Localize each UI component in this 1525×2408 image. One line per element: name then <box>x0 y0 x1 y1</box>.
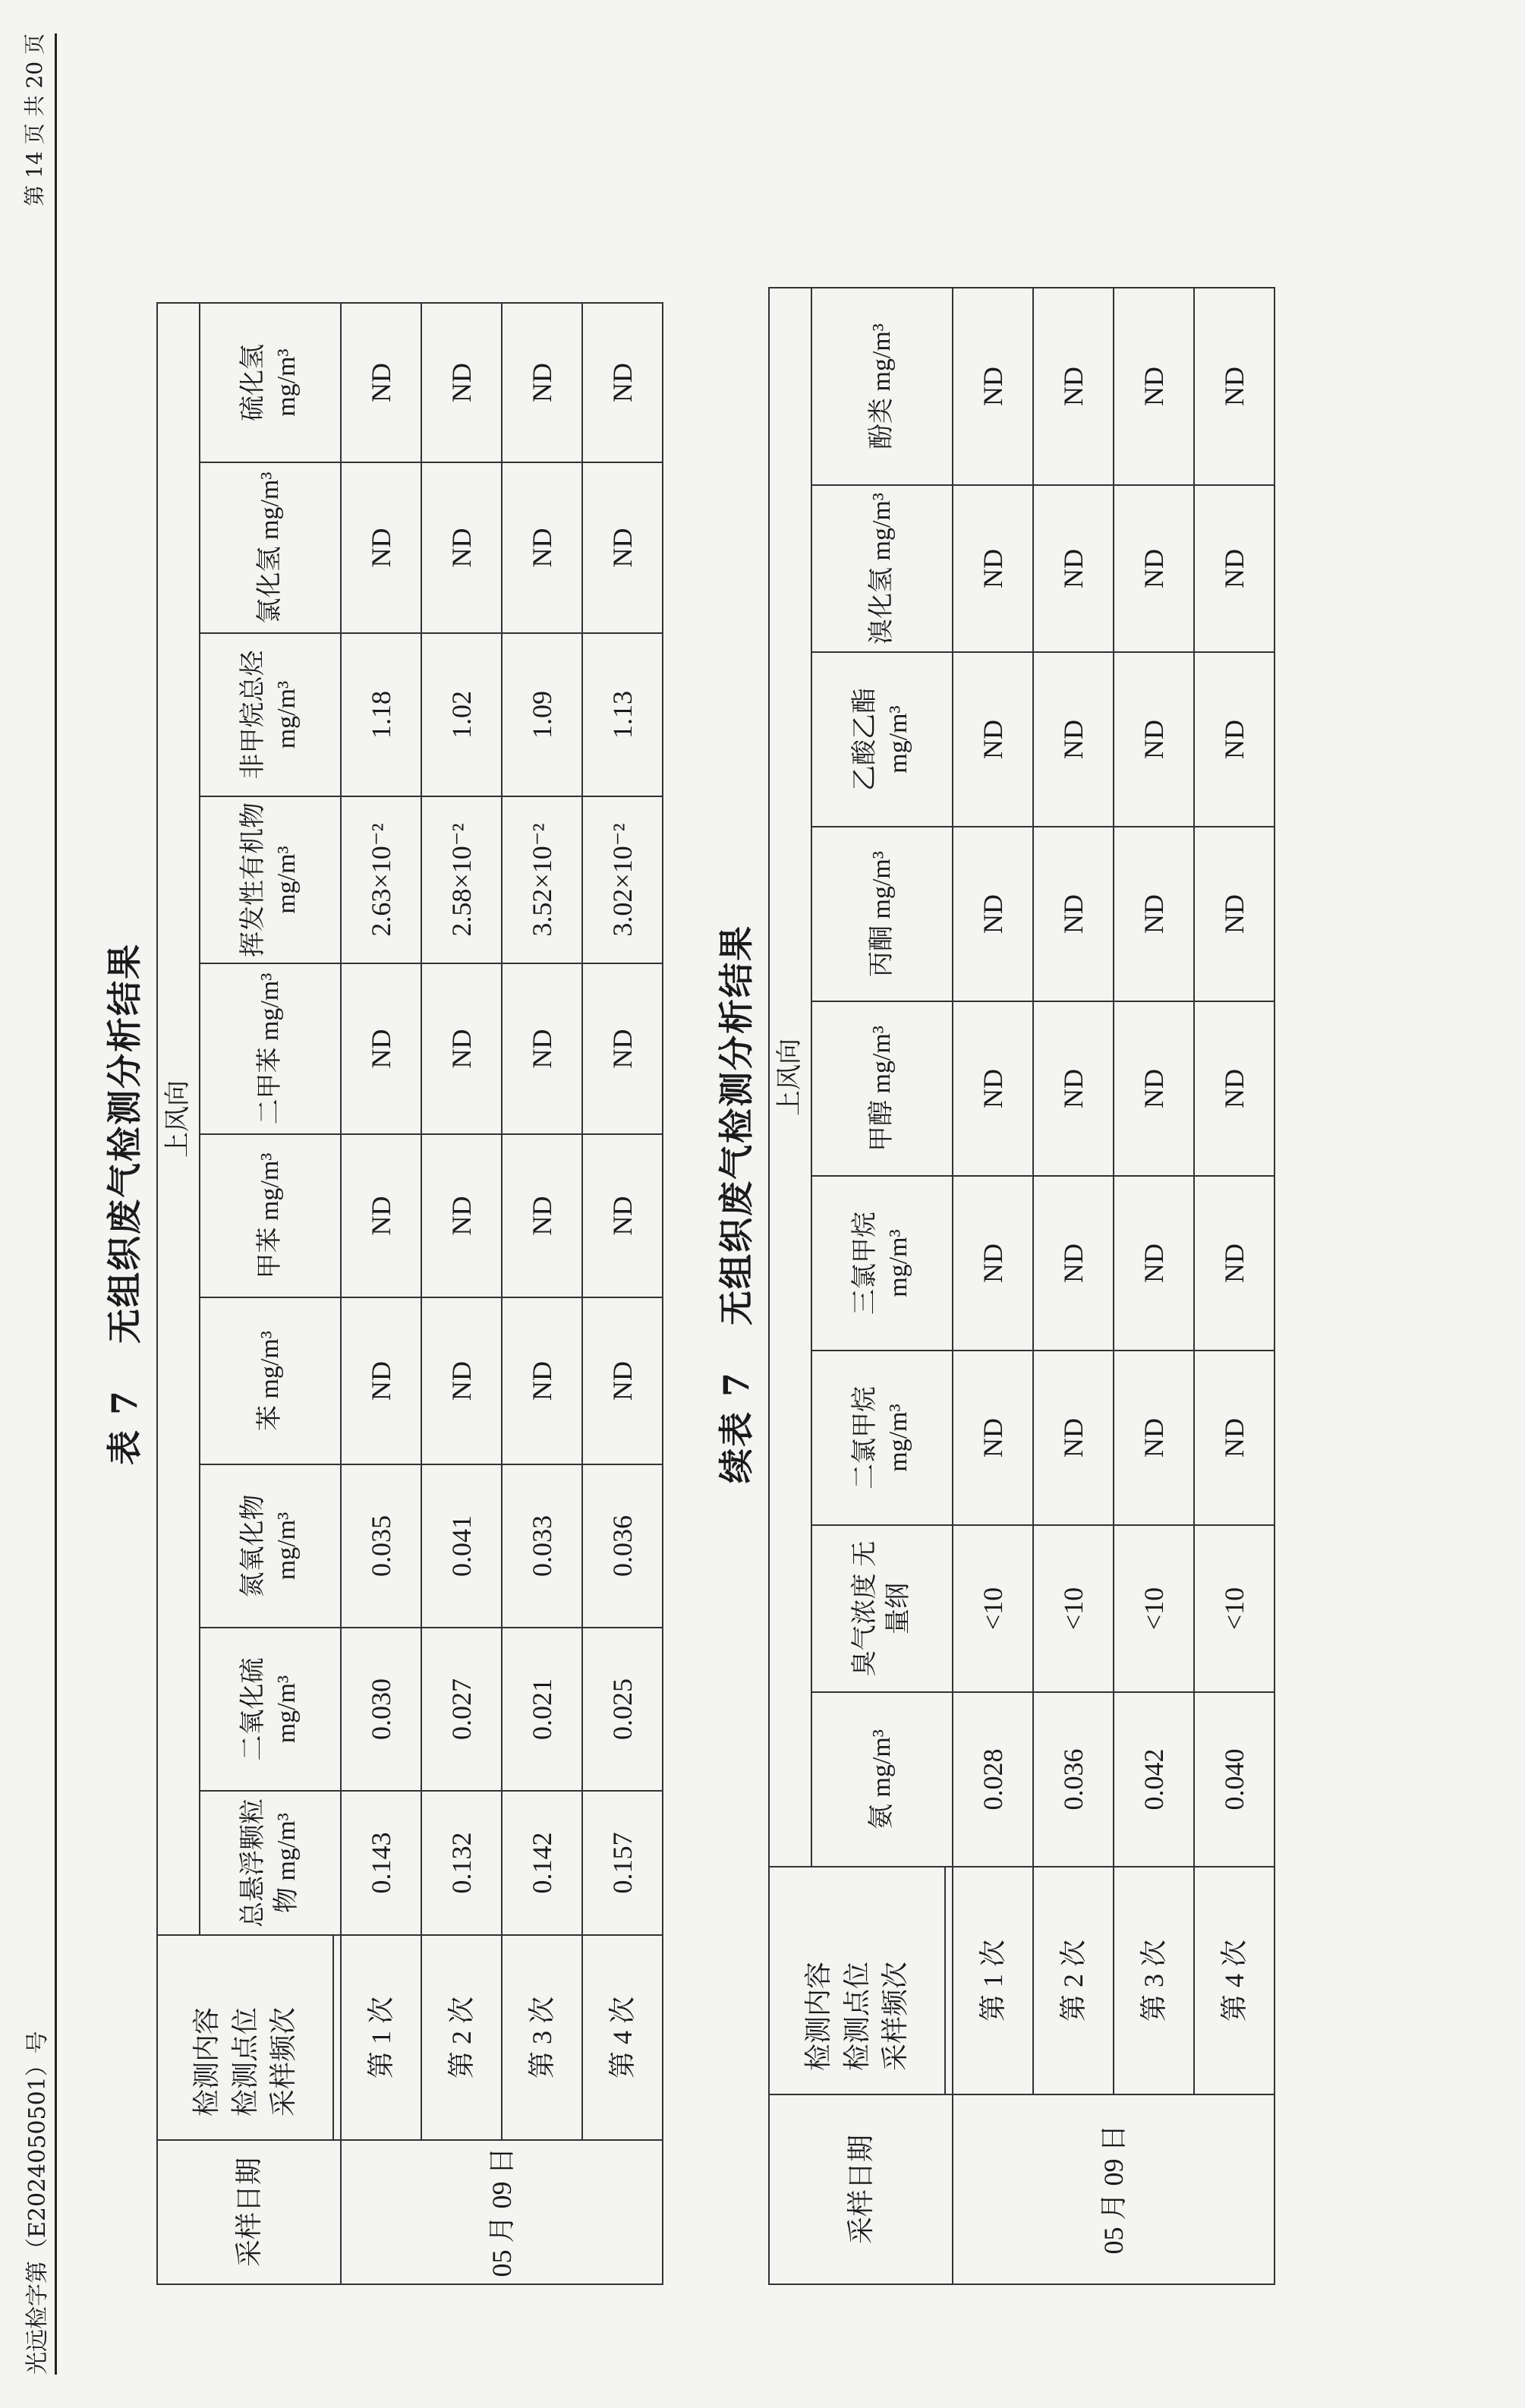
table-cell: ND <box>341 462 421 633</box>
corner-line: 检测点位 <box>229 2006 260 2116</box>
corner-line: 检测点位 <box>841 1961 872 2071</box>
column-header: 臭气浓度 无量纲 <box>811 1525 953 1692</box>
column-header: 挥发性有机物 mg/m³ <box>200 796 341 963</box>
table-row <box>421 303 502 2284</box>
sample-frequency: 第 2 次 <box>1033 1867 1114 2094</box>
table-cell: ND <box>1033 652 1114 827</box>
column-header: 苯 mg/m³ <box>200 1297 341 1464</box>
table-cell: ND <box>502 1134 582 1297</box>
table-cell: ND <box>953 1351 1033 1525</box>
table-row <box>341 303 421 2284</box>
table2-direction: 上风向 <box>769 288 811 1867</box>
table-cell: 0.033 <box>502 1464 582 1628</box>
column-header: 丙酮 mg/m³ <box>811 827 953 1001</box>
table-cell: ND <box>1114 1176 1194 1351</box>
table-cell: 0.040 <box>1194 1692 1275 1867</box>
sample-frequency: 第 2 次 <box>421 1935 502 2140</box>
corner-line: 采样频次 <box>268 2006 299 2116</box>
table-cell: 3.52×10⁻² <box>502 796 582 963</box>
table-cell: 0.027 <box>421 1628 502 1791</box>
table-cell: 2.63×10⁻² <box>341 796 421 963</box>
page-info: 第 14 页 共 20 页 <box>22 33 47 206</box>
table-cell: ND <box>582 462 663 633</box>
table2-corner <box>769 1867 945 2094</box>
table-cell: 0.025 <box>582 1628 663 1791</box>
table-cell: 0.036 <box>582 1464 663 1628</box>
table2-title <box>709 0 759 2408</box>
report-number: 光远检字第（E2024050501）号 <box>24 2031 51 2375</box>
table-cell: ND <box>502 963 582 1134</box>
table-cell: ND <box>582 963 663 1134</box>
column-header: 非甲烷总烃 mg/m³ <box>200 633 341 796</box>
sample-frequency: 第 1 次 <box>953 1867 1033 2094</box>
table1-direction: 上风向 <box>157 303 200 1935</box>
table1-date-label: 采样日期 <box>157 2140 341 2284</box>
table1-number: 表 7 <box>104 1388 145 1466</box>
table-cell: ND <box>1194 485 1275 652</box>
table-cell: ND <box>421 462 502 633</box>
table-cell: ND <box>1194 288 1275 485</box>
table-row <box>953 288 1033 2284</box>
table-cell: <10 <box>1033 1525 1114 1692</box>
header-rule <box>55 33 57 2375</box>
table-cell: ND <box>421 303 502 462</box>
table-cell: ND <box>341 1134 421 1297</box>
table-cell: ND <box>1033 827 1114 1001</box>
table-cell: ND <box>421 963 502 1134</box>
column-header: 乙酸乙酯 mg/m³ <box>811 652 953 827</box>
table-cell: ND <box>953 827 1033 1001</box>
table-row <box>1033 288 1114 2284</box>
column-header: 二氯甲烷 mg/m³ <box>811 1351 953 1525</box>
table-cell: 0.035 <box>341 1464 421 1628</box>
column-header: 总悬浮颗粒物 mg/m³ <box>200 1791 341 1935</box>
table1-corner <box>157 1935 333 2140</box>
table-cell: ND <box>1033 1001 1114 1176</box>
table-cell: ND <box>421 1134 502 1297</box>
table-cell: 0.157 <box>582 1791 663 1935</box>
sample-frequency: 第 3 次 <box>502 1935 582 2140</box>
table1-title-text: 无组织废气检测分析结果 <box>104 942 145 1344</box>
table-cell: 0.143 <box>341 1791 421 1935</box>
table-cell: ND <box>1194 1176 1275 1351</box>
sample-frequency: 第 4 次 <box>582 1935 663 2140</box>
corner-line: 采样频次 <box>880 1961 911 2071</box>
table-cell: 1.09 <box>502 633 582 796</box>
table-cell: 2.58×10⁻² <box>421 796 502 963</box>
table-cell: ND <box>341 303 421 462</box>
sample-frequency: 第 4 次 <box>1194 1867 1275 2094</box>
table-cell: ND <box>1114 1351 1194 1525</box>
table-cell: ND <box>1114 485 1194 652</box>
table-cell: 0.021 <box>502 1628 582 1791</box>
table-cell: ND <box>953 1001 1033 1176</box>
table-cell: 0.036 <box>1033 1692 1114 1867</box>
sampling-date: 05 月 09 日 <box>341 2140 663 2284</box>
table-cell: ND <box>341 963 421 1134</box>
table1 <box>156 302 663 2285</box>
table-cell: 1.18 <box>341 633 421 796</box>
corner-line: 检测内容 <box>803 1961 834 2071</box>
table-cell: 1.13 <box>582 633 663 796</box>
table-cell: 0.042 <box>1114 1692 1194 1867</box>
table-cell: ND <box>1194 827 1275 1001</box>
column-header: 酚类 mg/m³ <box>811 288 953 485</box>
table-cell: 0.132 <box>421 1791 502 1935</box>
table-cell: <10 <box>953 1525 1033 1692</box>
table-cell: ND <box>582 1297 663 1464</box>
table-cell: 0.028 <box>953 1692 1033 1867</box>
table-row <box>1114 288 1194 2284</box>
column-header: 二甲苯 mg/m³ <box>200 963 341 1134</box>
table-cell: ND <box>1033 1351 1114 1525</box>
table-cell: 0.030 <box>341 1628 421 1791</box>
table-cell: <10 <box>1114 1525 1194 1692</box>
table-row <box>582 303 663 2284</box>
table1-title <box>97 0 147 2408</box>
table-cell: ND <box>1114 652 1194 827</box>
table-cell: 3.02×10⁻² <box>582 796 663 963</box>
table-cell: ND <box>421 1297 502 1464</box>
table2-date-label: 采样日期 <box>769 2094 953 2284</box>
table-cell: ND <box>1194 1351 1275 1525</box>
table-cell: ND <box>582 303 663 462</box>
table-row <box>502 303 582 2284</box>
corner-line: 检测内容 <box>191 2006 222 2116</box>
sampling-date: 05 月 09 日 <box>953 2094 1275 2284</box>
table-cell: ND <box>341 1297 421 1464</box>
column-header: 氨 mg/m³ <box>811 1692 953 1867</box>
table2 <box>768 287 1275 2285</box>
table-cell: ND <box>502 1297 582 1464</box>
sample-frequency: 第 1 次 <box>341 1935 421 2140</box>
table-cell: ND <box>953 485 1033 652</box>
table-cell: ND <box>1194 1001 1275 1176</box>
table-cell: ND <box>953 652 1033 827</box>
table-row <box>1194 288 1275 2284</box>
table-cell: <10 <box>1194 1525 1275 1692</box>
table-cell: ND <box>953 1176 1033 1351</box>
table-cell: ND <box>1033 1176 1114 1351</box>
table2-number: 续表 7 <box>716 1370 757 1484</box>
table-cell: ND <box>1033 288 1114 485</box>
column-header: 甲醇 mg/m³ <box>811 1001 953 1176</box>
column-header: 氮氧化物 mg/m³ <box>200 1464 341 1628</box>
table-cell: ND <box>953 288 1033 485</box>
table-cell: 0.041 <box>421 1464 502 1628</box>
table-cell: 1.02 <box>421 633 502 796</box>
column-header: 甲苯 mg/m³ <box>200 1134 341 1297</box>
table2-title-text: 无组织废气检测分析结果 <box>716 924 757 1325</box>
column-header: 二氧化硫 mg/m³ <box>200 1628 341 1791</box>
table-cell: ND <box>502 462 582 633</box>
column-header: 溴化氢 mg/m³ <box>811 485 953 652</box>
table-cell: ND <box>1114 827 1194 1001</box>
column-header: 硫化氢 mg/m³ <box>200 303 341 462</box>
table-cell: ND <box>1033 485 1114 652</box>
sample-frequency: 第 3 次 <box>1114 1867 1194 2094</box>
table-cell: ND <box>1114 288 1194 485</box>
column-header: 氯化氢 mg/m³ <box>200 462 341 633</box>
table-cell: ND <box>1194 652 1275 827</box>
table-cell: 0.142 <box>502 1791 582 1935</box>
column-header: 三氯甲烷 mg/m³ <box>811 1176 953 1351</box>
table-cell: ND <box>1114 1001 1194 1176</box>
table-cell: ND <box>582 1134 663 1297</box>
table-cell: ND <box>502 303 582 462</box>
